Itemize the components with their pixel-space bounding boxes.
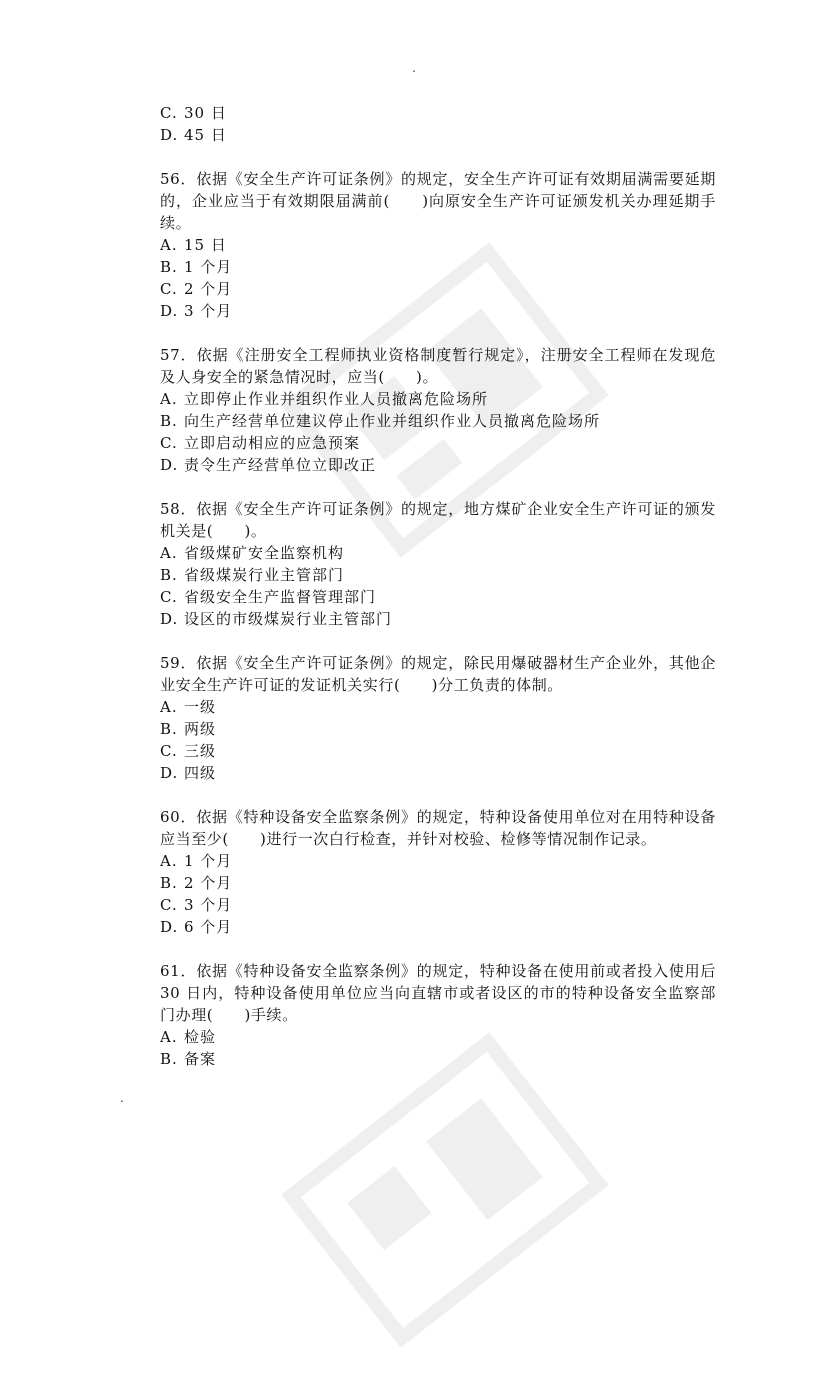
option-text: 立即停止作业并组织作业人员撤离危险场所 xyxy=(184,390,489,408)
answer-option xyxy=(160,916,716,938)
option-text: 责令生产经营单位立即改正 xyxy=(184,456,377,474)
answer-option xyxy=(160,300,716,322)
option-label: A. xyxy=(160,852,178,870)
option-text: 省级安全生产监督管理部门 xyxy=(184,588,377,606)
option-text: 2 个月 xyxy=(184,874,233,892)
question-stem: 56．依据《安全生产许可证条例》的规定，安全生产许可证有效期届满需要延期的，企业应当于有效期限届满前( )向原安全生产许可证颁发机关办理延期手续。 xyxy=(160,170,716,232)
answer-option xyxy=(160,740,716,762)
question-item xyxy=(160,652,716,784)
option-text: 四级 xyxy=(184,764,217,782)
option-label: B. xyxy=(160,720,178,738)
answer-option xyxy=(160,124,716,146)
question-item xyxy=(160,498,716,630)
question-item xyxy=(160,102,716,146)
option-label: C. xyxy=(160,104,178,122)
answer-option xyxy=(160,102,716,124)
option-text: 2 个月 xyxy=(184,280,233,298)
answer-option xyxy=(160,234,716,256)
option-label: D. xyxy=(160,764,179,782)
answer-option xyxy=(160,696,716,718)
option-label: B. xyxy=(160,258,178,276)
option-text: 两级 xyxy=(184,720,217,738)
option-text: 一级 xyxy=(184,698,217,716)
option-text: 1 个月 xyxy=(184,258,233,276)
option-label: A. xyxy=(160,236,178,254)
header-dot: . xyxy=(412,61,416,75)
answer-option xyxy=(160,278,716,300)
option-text: 设区的市级煤炭行业主管部门 xyxy=(184,610,393,628)
answer-option xyxy=(160,894,716,916)
option-text: 30 日 xyxy=(184,104,227,122)
question-stem: 57．依据《注册安全工程师执业资格制度暂行规定》，注册安全工程师在发现危及人身安全的紧急情况时，应当( )。 xyxy=(160,346,716,386)
answer-option xyxy=(160,1048,716,1070)
answer-option xyxy=(160,872,716,894)
option-label: B. xyxy=(160,1050,178,1068)
option-text: 立即启动相应的应急预案 xyxy=(184,434,361,452)
answer-option xyxy=(160,388,716,410)
option-text: 45 日 xyxy=(184,126,227,144)
option-text: 向生产经营单位建议停止作业并组织作业人员撤离危险场所 xyxy=(184,412,601,430)
question-list xyxy=(160,102,716,1070)
footer-dot: . xyxy=(120,1091,124,1105)
answer-option xyxy=(160,410,716,432)
option-text: 三级 xyxy=(184,742,217,760)
question-stem: 58．依据《安全生产许可证条例》的规定，地方煤矿企业安全生产许可证的颁发机关是( )。 xyxy=(160,500,716,540)
answer-option xyxy=(160,762,716,784)
option-label: D. xyxy=(160,126,179,144)
option-label: B. xyxy=(160,566,178,584)
answer-option xyxy=(160,586,716,608)
question-stem: 61．依据《特种设备安全监察条例》的规定，特种设备在使用前或者投入使用后 30 日内，特种设备使用单位应当向直辖市或者设区的市的特种设备安全监察部门办理( )手续。 xyxy=(160,962,716,1024)
option-label: C. xyxy=(160,742,178,760)
option-label: C. xyxy=(160,588,178,606)
question-item xyxy=(160,806,716,938)
option-label: A. xyxy=(160,390,178,408)
option-label: D. xyxy=(160,456,179,474)
option-label: C. xyxy=(160,280,178,298)
answer-option xyxy=(160,454,716,476)
option-label: A. xyxy=(160,544,178,562)
answer-option xyxy=(160,256,716,278)
option-text: 1 个月 xyxy=(184,852,233,870)
option-text: 检验 xyxy=(184,1028,217,1046)
answer-option xyxy=(160,850,716,872)
answer-option xyxy=(160,1026,716,1048)
option-text: 备案 xyxy=(184,1050,217,1068)
option-label: D. xyxy=(160,610,179,628)
answer-option xyxy=(160,564,716,586)
option-label: D. xyxy=(160,918,179,936)
option-text: 15 日 xyxy=(184,236,227,254)
answer-option xyxy=(160,542,716,564)
question-stem: 60．依据《特种设备安全监察条例》的规定，特种设备使用单位对在用特种设备应当至少( )进行一次白行检查，并针对校验、检修等情况制作记录。 xyxy=(160,808,716,848)
option-label: A. xyxy=(160,1028,178,1046)
option-label: C. xyxy=(160,434,178,452)
answer-option xyxy=(160,432,716,454)
option-text: 省级煤矿安全监察机构 xyxy=(184,544,345,562)
answer-option xyxy=(160,718,716,740)
answer-option xyxy=(160,608,716,630)
option-label: C. xyxy=(160,896,178,914)
question-item xyxy=(160,344,716,476)
option-text: 3 个月 xyxy=(184,896,233,914)
option-label: B. xyxy=(160,412,178,430)
option-text: 3 个月 xyxy=(184,302,233,320)
option-text: 省级煤炭行业主管部门 xyxy=(184,566,345,584)
question-item xyxy=(160,960,716,1070)
option-text: 6 个月 xyxy=(184,918,233,936)
option-label: A. xyxy=(160,698,178,716)
option-label: B. xyxy=(160,874,178,892)
question-item xyxy=(160,168,716,322)
option-label: D. xyxy=(160,302,179,320)
question-stem: 59．依据《安全生产许可证条例》的规定，除民用爆破器材生产企业外，其他企业安全生产许可证的发证机关实行( )分工负责的体制。 xyxy=(160,654,716,694)
